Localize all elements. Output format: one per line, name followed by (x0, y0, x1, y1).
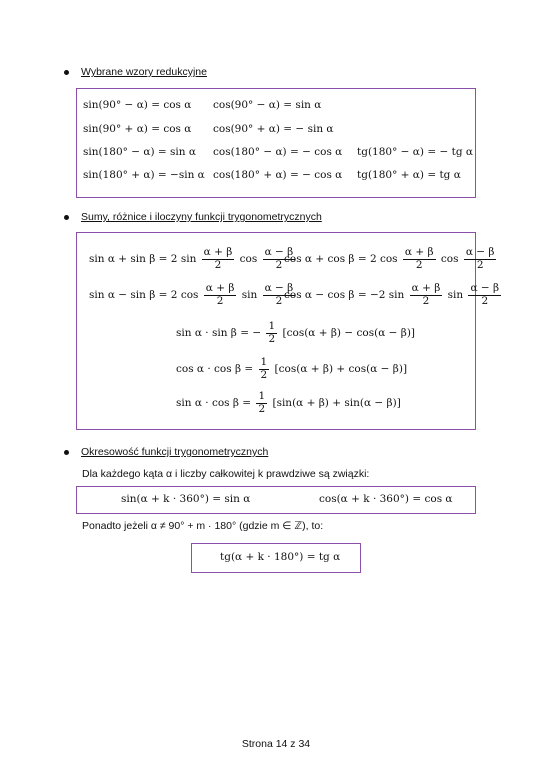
formula-cos-diff: cos α − cos β = −2 sin $\frac{\alpha + \beta}{2}$ sin $\frac{\alpha - \beta}{2}$ (284, 282, 500, 307)
fraction: $\frac{\alpha - \beta}{2}$ (465, 246, 495, 271)
formula: cos(90° + α) = − sin α (213, 123, 334, 135)
formula: sin(180° − α) = sin α (83, 146, 196, 158)
fraction: $\frac{\alpha - \beta}{2}$ (470, 282, 500, 307)
formula: cos(180° + α) = − cos α (213, 169, 343, 181)
section-periodicity-heading-row (64, 446, 268, 458)
formula: sin(180° + α) = −sin α (83, 169, 205, 181)
bullet-icon (64, 215, 69, 220)
formula: cos(180° − α) = − cos α (213, 146, 343, 158)
formula: tg(α + k · 180°) = tg α (220, 551, 341, 563)
periodicity-sin-cos-box (76, 486, 476, 514)
formula-cos-cos-product: cos α · cos β = $\frac{1}{2}$ [cos(α + β) + cos(α − β)] (176, 356, 408, 381)
formula: sin(90° − α) = cos α (83, 99, 192, 111)
sum-product-formulas-box (76, 232, 500, 430)
reduction-formulas-box (76, 88, 476, 198)
fraction: $\frac{1}{2}$ (268, 320, 276, 345)
bullet-icon (64, 70, 69, 75)
periodicity-tg-box (191, 543, 361, 573)
fraction: $\frac{\alpha + \beta}{2}$ (404, 246, 434, 271)
periodicity-intro: Dla każdego kąta α i liczby całkowitej k prawdziwe są związki: (82, 468, 370, 480)
fraction: $\frac{\alpha - \beta}{2}$ (264, 282, 294, 307)
formula: cos(α + k · 360°) = cos α (319, 493, 453, 505)
fraction: $\frac{\alpha + \beta}{2}$ (205, 282, 235, 307)
bullet-icon (64, 450, 69, 455)
section-sums-heading-row (64, 211, 322, 223)
formula: sin(90° + α) = cos α (83, 123, 192, 135)
formula: tg(180° + α) = tg α (357, 169, 461, 181)
page-number: Strona 14 z 34 (241, 738, 311, 750)
formula-sin-sin-product: sin α · sin β = − $\frac{1}{2}$ [cos(α + β) − cos(α − β)] (176, 320, 416, 345)
fraction: $\frac{\alpha - \beta}{2}$ (264, 246, 294, 271)
formula: tg(180° − α) = − tg α (357, 146, 473, 158)
section-heading: Wybrane wzory redukcyjne (81, 66, 207, 78)
formula: sin(α + k · 360°) = sin α (121, 493, 251, 505)
formula-sin-sum: sin α + sin β = 2 sin $\frac{\alpha + \beta}{2}$ cos $\frac{\alpha - \beta}{2}$ (89, 246, 294, 271)
formula: cos(90° − α) = sin α (213, 99, 322, 111)
formula-cos-sum: cos α + cos β = 2 cos $\frac{\alpha + \beta}{2}$ cos $\frac{\alpha - \beta}{2}$ (284, 246, 495, 271)
fraction: $\frac{\alpha + \beta}{2}$ (203, 246, 233, 271)
formula-sin-diff: sin α − sin β = 2 cos $\frac{\alpha + \beta}{2}$ sin $\frac{\alpha - \beta}{2}$ (89, 282, 294, 307)
section-heading: Sumy, różnice i iloczyny funkcji trygonometrycznych (81, 211, 322, 223)
fraction: $\frac{1}{2}$ (260, 356, 268, 381)
fraction: $\frac{\alpha + \beta}{2}$ (411, 282, 441, 307)
formula-sin-cos-product: sin α · cos β = $\frac{1}{2}$ [sin(α + β) + sin(α − β)] (176, 390, 401, 415)
section-reduction-heading-row (64, 66, 207, 78)
section-heading: Okresowość funkcji trygonometrycznych (81, 446, 269, 458)
fraction: $\frac{1}{2}$ (258, 390, 266, 415)
periodicity-further: Ponadto jeżeli α ≠ 90° + m · 180° (gdzie m ∈ ℤ), to: (82, 520, 324, 532)
